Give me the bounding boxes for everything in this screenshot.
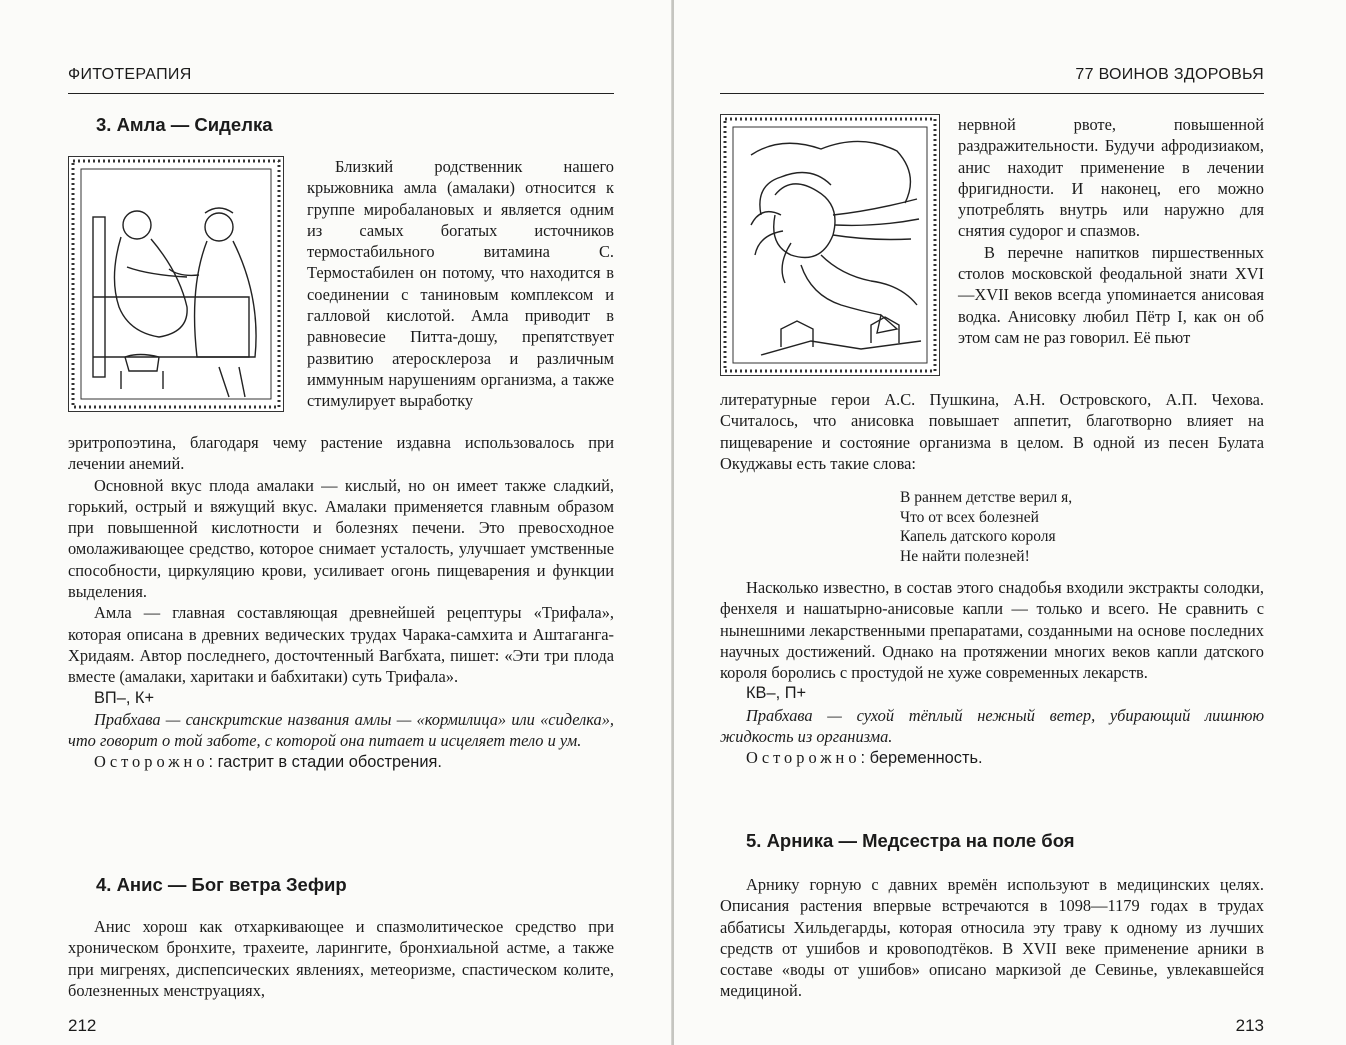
- section-3-paragraph-1: Близкий родственник нашего крыжовника амла (амалаки) относится к группе миробалановых и является одним из самых богатых источников термостабильного витамина С. Термостабилен он потому, что находится в соединении с таниновым комплексом и галловой кислотой. Амла приводит в равновесие Питта-дошу, препятствует развитию атеросклероза и различным иммунным нарушениям организма, а также стимулирует выработку: [307, 157, 614, 411]
- section-3-caution: [68, 751, 614, 773]
- poem-line: Не найти полезней!: [900, 547, 1030, 565]
- section-4-title: 4. Анис — Бог ветра Зефир: [96, 874, 347, 895]
- right-page: [674, 0, 1346, 1045]
- section-5-body: [720, 874, 1264, 1002]
- section-3-paragraph-2: Основной вкус плода амалаки — кислый, но он имеет также сладкий, горький, острый и вяжущий вкус. Амалаки применяется главным образом при повышенной кислотности и болезнях печени. Это превосходное омолаживающее средство, которое снимает усталость, улучшает умственные способности, циркуляцию крови, усиливает огонь пищеварения и функции выделения.: [68, 475, 614, 602]
- okudzhava-poem: [900, 488, 1072, 566]
- section-5-paragraph-1: Арнику горную с давних времён используют в медицинских целях. Описания растения впервые встречаются в 1098—1179 годах в трудах аббатисы Хильдегарды, которая относила эту траву к одному из лучших средств от ушибов и кровоподтёков. В XVII веке применение арники в составе «воды от ушибов» описано маркизой де Севинье, увлекавшейся медициной.: [720, 875, 1264, 1001]
- section-4-dosha: КВ–, П+: [746, 684, 807, 703]
- section-4-paragraph-2: В перечне напитков пиршественных столов московской феодальной знати XVI—XVII веков всегда упоминается анисовая водка. Анисовку любил Пётр I, как он об этом сам не раз говорил. Её пьют: [958, 242, 1264, 347]
- section-4-wrap-text: [958, 114, 1264, 348]
- section-5-title: 5. Арника — Медсестра на поле боя: [746, 830, 1075, 851]
- section-3-paragraph-3: Амла — главная составляющая древнейшей рецептуры «Трифала», которая описана в древних ведических трудах Чарака-самхита и Аштаганга-Хридаям. Автор последнего, досточтенный Вагбхата, пишет: «Эти три плода вместе (амалаки, харитаки и бабхитаки) суть Трифала».: [68, 603, 614, 687]
- section-4-paragraph-2-cont: литературные герои А.С. Пушкина, А.Н. Островского, А.П. Чехова. Считалось, что анисовка повышает аппетит, благотворно влияет на пищеварение и состояние организма в целом. В одной из песен Булата Окуджавы есть такие слова:: [720, 390, 1264, 473]
- poem-line: В раннем детстве верил я,: [900, 489, 1073, 506]
- section-4-caution: [720, 747, 1264, 769]
- caution-text: : гастрит в стадии обострения.: [208, 753, 442, 772]
- section-4-paragraph-1: Анис хорош как отхаркивающее и спазмолитическое средство при хроническом бронхите, трахеите, ларингите, бронхиальной астме, а также при мигренях, диспепсических явлениях, метеоризме, спастическом колите, болезненных менструациях,: [68, 917, 614, 1000]
- amla-nurse-illustration: [68, 156, 284, 412]
- header-rule-right: [720, 93, 1264, 94]
- caution-label: Осторожно: [746, 748, 861, 768]
- poem-line: Что от всех болезней: [900, 508, 1039, 526]
- section-4-paragraph-3: Насколько известно, в состав этого снадобья входили экстракты солодки, фенхеля и нашатырно-анисовые капли — только и всего. Не сравнить с нынешними лекарственными препаратами, созданными на основе последних научных достижений. Однако на протяжении многих веков капли датского короля боролись с простудой не хуже современных лекарств.: [720, 578, 1264, 683]
- section-4-paragraph-1-cont: нервной рвоте, повышенной раздражительности. Будучи афродизиаком, анис находит применение в лечении фригидности. И наконец, его можно употреблять внутрь или наружно для снятия судорог и спазмов.: [958, 115, 1264, 241]
- page-number-right: 213: [1235, 1016, 1264, 1035]
- section-4-prabhava: Прабхава — сухой тёплый нежный ветер, убирающий лишнюю жидкость из организма.: [720, 705, 1264, 747]
- section-4-body-right: [720, 389, 1264, 474]
- section-4-body-left: [68, 916, 614, 1001]
- section-3-paragraph-1-cont: эритропоэтина, благодаря чему растение издавна использовалось при лечении анемий.: [68, 433, 614, 474]
- running-head-left: ФИТОТЕРАПИЯ: [68, 66, 192, 83]
- running-head-right: 77 ВОИНОВ ЗДОРОВЬЯ: [1075, 66, 1264, 83]
- section-3-prabhava: Прабхава — санскритские названия амлы — «кормилица» или «сиделка», что говорит о той заботе, с которой она питает и исцеляет тело и ум.: [68, 709, 614, 751]
- section-3-dosha: ВП–, К+: [94, 688, 155, 707]
- left-page: [0, 0, 672, 1045]
- header-rule-left: [68, 93, 614, 94]
- section-3-title: 3. Амла — Сиделка: [96, 114, 273, 135]
- wind-god-zephyr-illustration: [720, 114, 940, 376]
- section-3-wrap-text: [307, 156, 614, 412]
- page-number-left: 212: [68, 1016, 97, 1035]
- caution-text: : беременность.: [860, 749, 983, 768]
- caution-label: Осторожно: [94, 752, 209, 772]
- section-3-body: [68, 432, 614, 774]
- poem-line: Капель датского короля: [900, 528, 1056, 545]
- section-4-body-right-2: [720, 577, 1264, 770]
